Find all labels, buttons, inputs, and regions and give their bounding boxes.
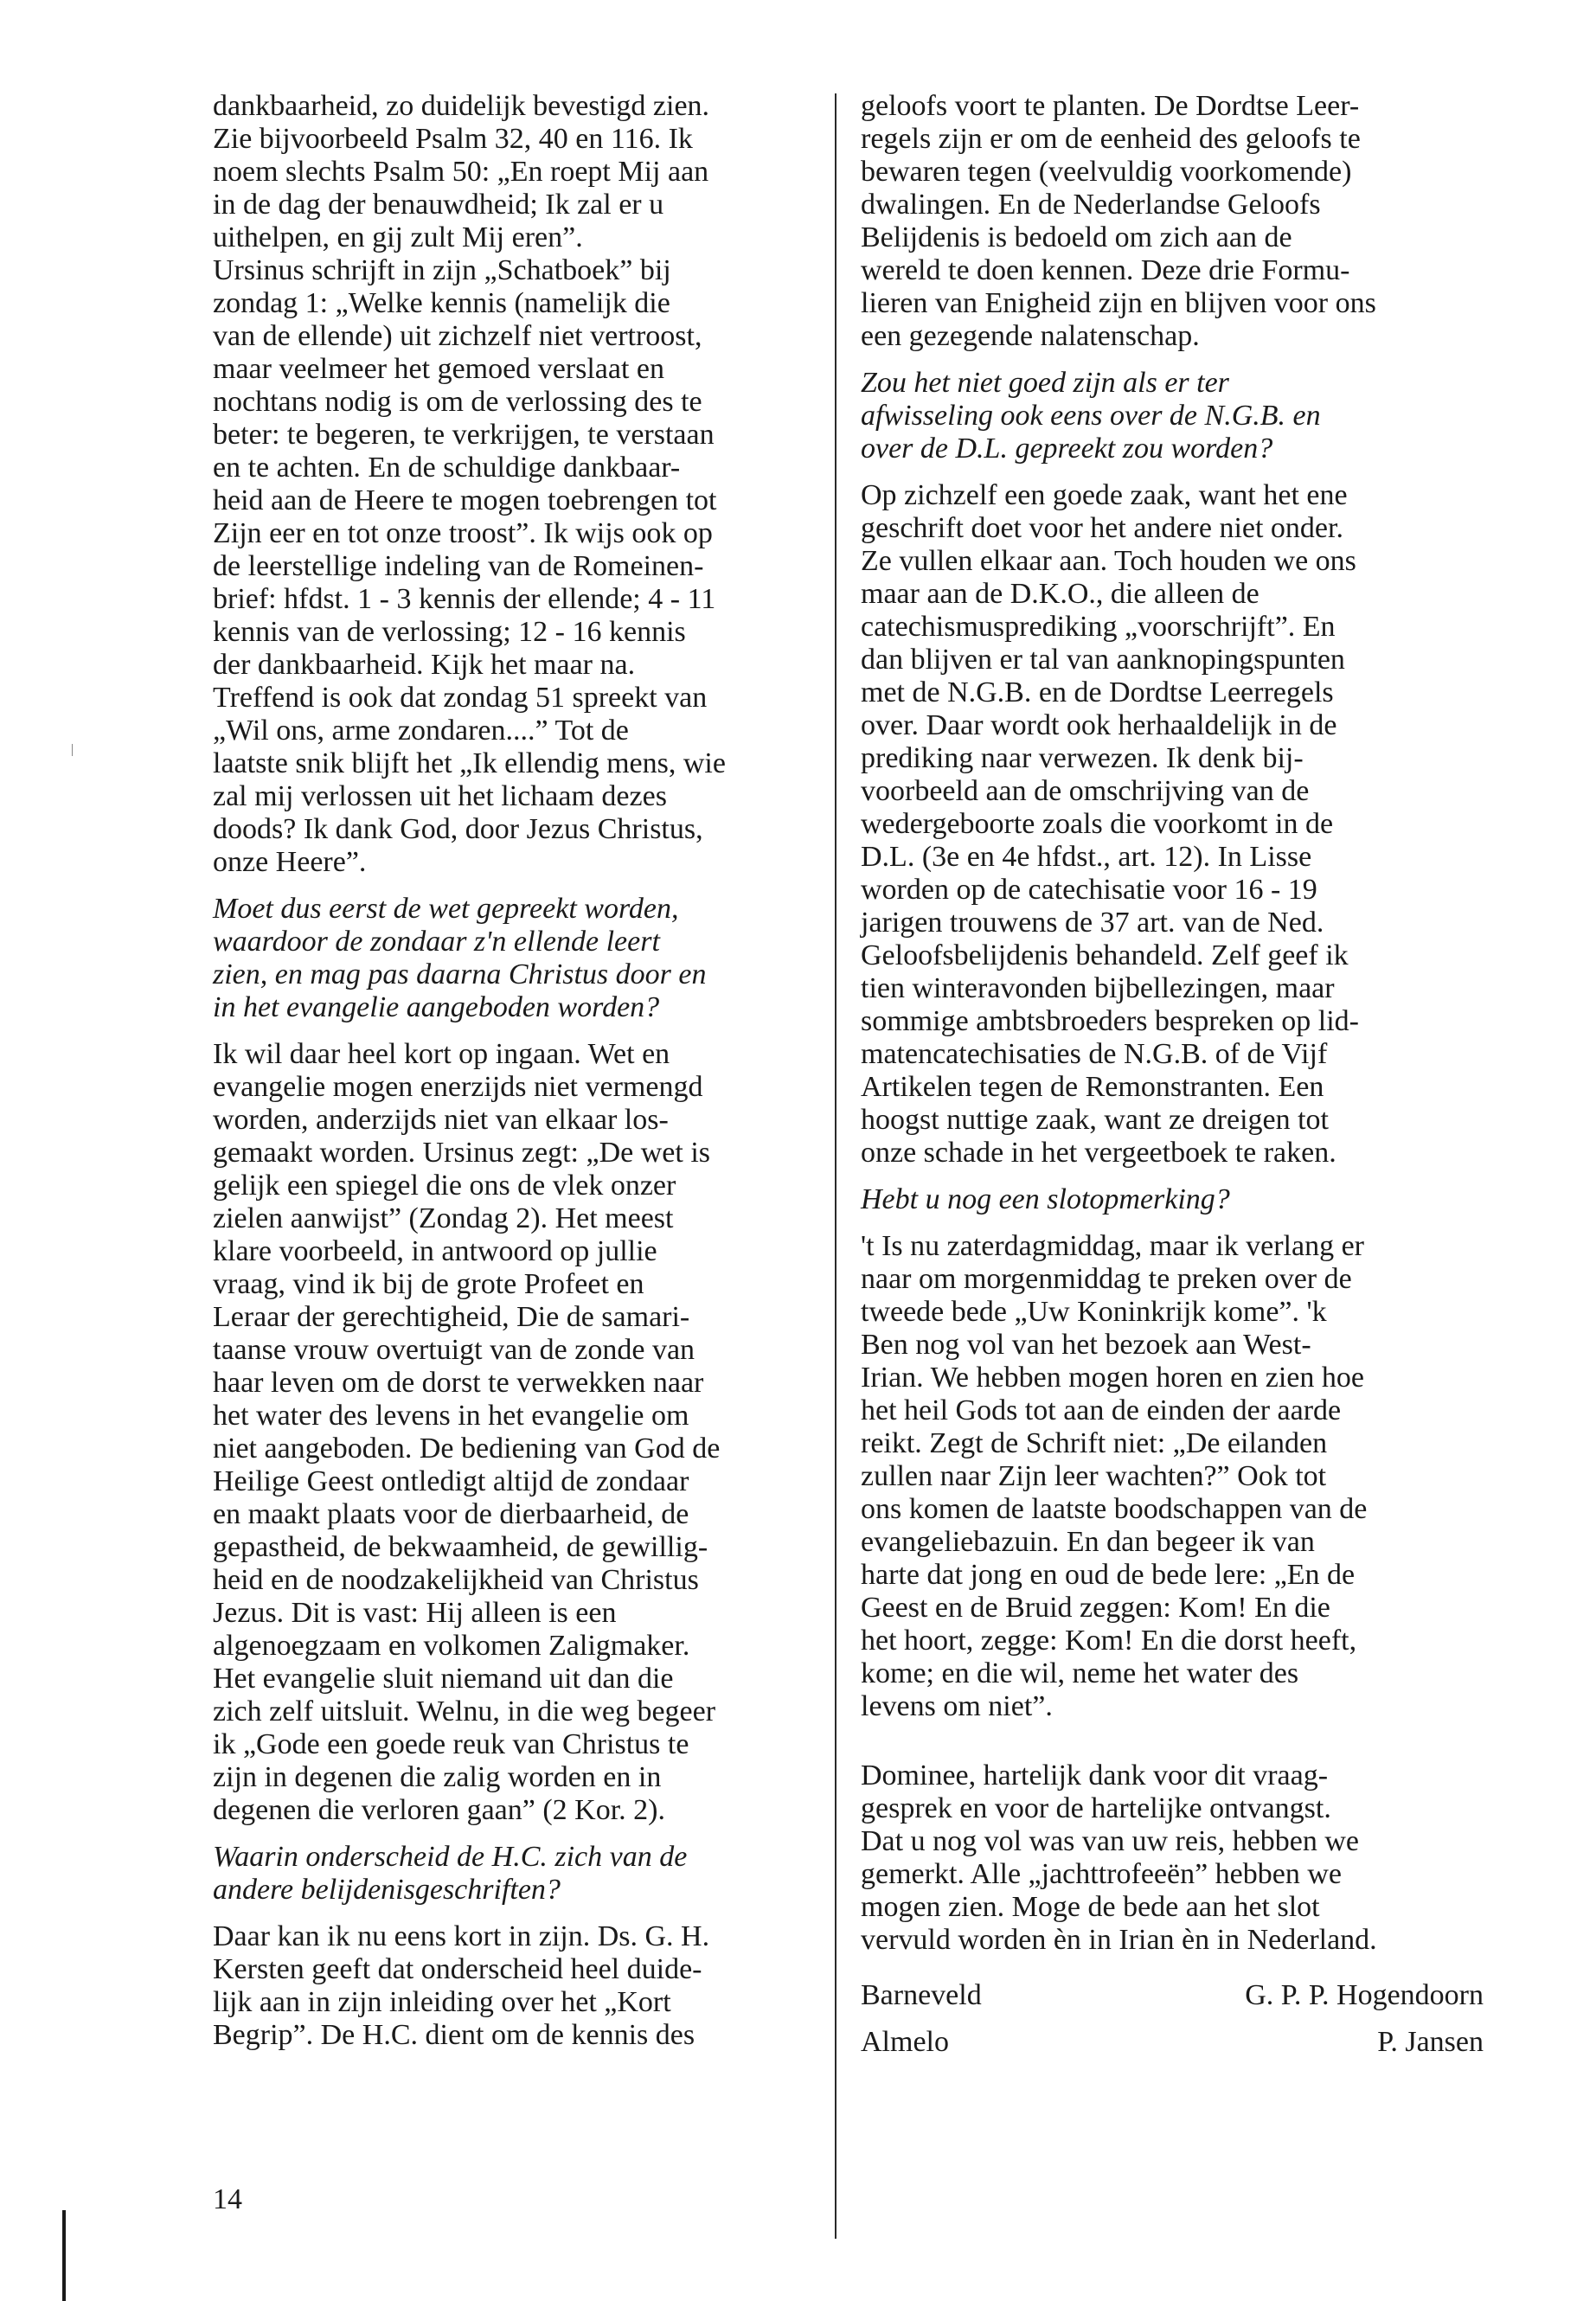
text-line: afwisseling ook eens over de N.G.B. en — [861, 400, 1321, 432]
text-line: gesprek en voor de hartelijke ontvangst. — [861, 1792, 1331, 1824]
text-line: Moet dus eerst de wet gepreekt worden, — [213, 893, 679, 925]
answer-paragraph — [861, 1230, 1484, 1723]
text-line: Zou het niet goed zijn als er ter — [861, 367, 1229, 399]
scan-edge-mark — [62, 2210, 66, 2301]
text-line: van de ellende) uit zichzelf niet vertroost, — [213, 320, 702, 352]
text-line: mogen zien. Moge de bede aan het slot — [861, 1891, 1320, 1923]
text-line: zondag 1: „Welke kennis (namelijk die — [213, 287, 670, 319]
text-line: gelijk een spiegel die ons de vlek onzer — [213, 1170, 676, 1202]
text-line: Heilige Geest ontledigt altijd de zondaar — [213, 1465, 689, 1497]
text-line: worden op de catechisatie voor 16 - 19 — [861, 874, 1317, 906]
text-line: zullen naar Zijn leer wachten?” Ook tot — [861, 1460, 1327, 1492]
right-column-text — [861, 90, 1484, 1957]
text-line: de leerstellige indeling van de Romeinen- — [213, 550, 704, 582]
text-line: levens om niet”. — [861, 1690, 1053, 1722]
column-divider — [835, 93, 836, 2239]
text-line: Daar kan ik nu eens kort in zijn. Ds. G. H. — [213, 1920, 710, 1952]
text-line: ons komen de laatste boodschappen van de — [861, 1493, 1368, 1525]
text-line: vervuld worden èn in Irian èn in Nederland. — [861, 1924, 1377, 1956]
text-line: D.L. (3e en 4e hfdst., art. 12). In Lisse — [861, 841, 1312, 873]
text-line: gemerkt. Alle „jachttrofeeën” hebben we — [861, 1858, 1343, 1890]
text-line: taanse vrouw overtuigt van de zonde van — [213, 1334, 695, 1366]
text-line: Het evangelie sluit niemand uit dan die — [213, 1663, 674, 1695]
text-line: andere belijdenisgeschriften? — [213, 1874, 561, 1906]
text-line: Irian. We hebben mogen horen en zien hoe — [861, 1362, 1364, 1394]
scan-margin-mark — [72, 744, 73, 756]
text-line: vraag, vind ik bij de grote Profeet en — [213, 1268, 644, 1300]
text-line: dan blijven er tal van aanknopingspunten — [861, 644, 1345, 676]
text-line: kennis van de verlossing; 12 - 16 kennis — [213, 616, 686, 648]
text-line: voorbeeld aan de omschrijving van de — [861, 775, 1310, 807]
text-line: tien winteravonden bijbellezingen, maar — [861, 972, 1335, 1004]
text-line: regels zijn er om de eenheid des geloofs te — [861, 123, 1361, 155]
text-line: nochtans nodig is om de verlossing des te — [213, 386, 702, 418]
text-line: zielen aanwijst” (Zondag 2). Het meest — [213, 1202, 674, 1234]
text-line: Belijdenis is bedoeld om zich aan de — [861, 221, 1292, 253]
text-line: Zie bijvoorbeeld Psalm 32, 40 en 116. Ik — [213, 123, 693, 155]
text-line: over de D.L. gepreekt zou worden? — [861, 433, 1273, 465]
signature-name: P. Jansen — [1377, 2026, 1484, 2058]
text-line: Begrip”. De H.C. dient om de kennis des — [213, 2019, 695, 2051]
text-line: tweede bede „Uw Koninkrijk kome”. 'k — [861, 1296, 1327, 1328]
answer-paragraph — [213, 90, 831, 879]
signature-place: Almelo — [861, 2026, 949, 2058]
text-line: der dankbaarheid. Kijk het maar na. — [213, 649, 636, 681]
text-line: wereld te doen kennen. Deze drie Formu- — [861, 254, 1350, 286]
text-line: in het evangelie aangeboden worden? — [213, 991, 660, 1023]
text-line: Geloofsbelijdenis behandeld. Zelf geef ik — [861, 939, 1349, 971]
text-line: prediking naar verwezen. Ik denk bij- — [861, 742, 1304, 774]
text-line: lijk aan in zijn inleiding over het „Kort — [213, 1986, 671, 2018]
text-line: onze schade in het vergeetboek te raken. — [861, 1137, 1336, 1169]
text-line: uithelpen, en gij zult Mij eren”. — [213, 221, 583, 253]
text-line: Treffend is ook dat zondag 51 spreekt van — [213, 682, 708, 714]
text-line: zal mij verlossen uit het lichaam dezes — [213, 780, 667, 812]
text-line: catechismusprediking „voorschrijft”. En — [861, 611, 1336, 643]
text-line: evangeliebazuin. En dan begeer ik van — [861, 1526, 1315, 1558]
text-line: onze Heere”. — [213, 846, 367, 878]
answer-paragraph — [861, 90, 1484, 353]
text-line: laatste snik blijft het „Ik ellendig mens, wie — [213, 747, 726, 779]
text-line: algenoegzaam en volkomen Zaligmaker. — [213, 1630, 690, 1662]
text-line: in de dag der benauwdheid; Ik zal er u — [213, 189, 664, 221]
answer-paragraph — [861, 479, 1484, 1170]
text-line: degenen die verloren gaan” (2 Kor. 2). — [213, 1794, 665, 1826]
text-line: niet aangeboden. De bediening van God de — [213, 1433, 721, 1465]
text-line: bewaren tegen (veelvuldig voorkomende) — [861, 156, 1352, 188]
text-line: noem slechts Psalm 50: „En roept Mij aan — [213, 156, 709, 188]
text-line: geschrift doet voor het andere niet onder. — [861, 512, 1343, 544]
text-line: haar leven om de dorst te verwekken naar — [213, 1367, 704, 1399]
text-line: Ik wil daar heel kort op ingaan. Wet en — [213, 1038, 670, 1070]
text-line: Kersten geeft dat onderscheid heel duide- — [213, 1953, 702, 1985]
text-line: het water des levens in het evangelie om — [213, 1400, 689, 1432]
text-line: heid en de noodzakelijkheid van Christus — [213, 1564, 699, 1596]
text-line: Ben nog vol van het bezoek aan West- — [861, 1329, 1311, 1361]
text-line: sommige ambtsbroeders bespreken op lid- — [861, 1005, 1359, 1037]
text-line: harte dat jong en oud de bede lere: „En de — [861, 1559, 1356, 1591]
text-line: lieren van Enigheid zijn en blijven voor ons — [861, 287, 1376, 319]
page-number: 14 — [213, 2183, 242, 2215]
text-line: gepastheid, de bekwaamheid, de gewillig- — [213, 1531, 708, 1563]
text-line: Dominee, hartelijk dank voor dit vraag- — [861, 1759, 1329, 1791]
text-line: het hoort, zegge: Kom! En die dorst heeft, — [861, 1625, 1357, 1657]
text-line: ik „Gode een goede reuk van Christus te — [213, 1728, 689, 1760]
text-line: kome; en die wil, neme het water des — [861, 1657, 1299, 1689]
text-line: Hebt u nog een slotopmerking? — [861, 1183, 1230, 1215]
text-line: met de N.G.B. en de Dordtse Leerregels — [861, 676, 1334, 708]
text-line: brief: hfdst. 1 - 3 kennis der ellende; 4 - 11 — [213, 583, 716, 615]
text-line: evangelie mogen enerzijds niet vermengd — [213, 1071, 703, 1103]
text-line: waardoor de zondaar z'n ellende leert — [213, 926, 660, 958]
text-line: dankbaarheid, zo duidelijk bevestigd zien. — [213, 90, 710, 122]
text-line: wedergeboorte zoals die voorkomt in de — [861, 808, 1334, 840]
signature-place: Barneveld — [861, 1979, 982, 2011]
text-line: een gezegende nalatenschap. — [861, 320, 1200, 352]
answer-paragraph — [213, 1920, 831, 2052]
closing-paragraph — [861, 1759, 1484, 1957]
text-line: en te achten. En de schuldige dankbaar- — [213, 452, 681, 484]
right-column — [861, 90, 1484, 2059]
text-line: zijn in degenen die zalig worden en in — [213, 1761, 662, 1793]
text-line: zich zelf uitsluit. Welnu, in die weg begeer — [213, 1695, 716, 1727]
interview-question — [861, 1183, 1484, 1216]
text-line: Artikelen tegen de Remonstranten. Een — [861, 1071, 1324, 1103]
text-line: en maakt plaats voor de dierbaarheid, de — [213, 1498, 689, 1530]
signature-row — [861, 1979, 1484, 2012]
text-line: hoogst nuttige zaak, want ze dreigen tot — [861, 1104, 1329, 1136]
text-line: maar veelmeer het gemoed verslaat en — [213, 353, 665, 385]
text-line: zien, en mag pas daarna Christus door en — [213, 958, 707, 990]
text-line: beter: te begeren, te verkrijgen, te verstaan — [213, 419, 715, 451]
text-line: naar om morgenmiddag te preken over de — [861, 1263, 1352, 1295]
text-line: matencatechisaties de N.G.B. of de Vijf — [861, 1038, 1328, 1070]
text-line: Zijn eer en tot onze troost”. Ik wijs ook op — [213, 517, 713, 549]
interview-question — [213, 893, 831, 1024]
text-line: worden, anderzijds niet van elkaar los- — [213, 1104, 669, 1136]
text-line: dwalingen. En de Nederlandse Geloofs — [861, 189, 1321, 221]
text-line: Op zichzelf een goede zaak, want het ene — [861, 479, 1348, 511]
text-line: gemaakt worden. Ursinus zegt: „De wet is — [213, 1137, 710, 1169]
text-line: Dat u nog vol was van uw reis, hebben we — [861, 1825, 1359, 1857]
signature-name: G. P. P. Hogendoorn — [1245, 1979, 1484, 2011]
text-line: „Wil ons, arme zondaren....” Tot de — [213, 715, 629, 747]
left-column — [213, 90, 831, 2052]
text-line: reikt. Zegt de Schrift niet: „De eilanden — [861, 1427, 1328, 1459]
text-line: Waarin onderscheid de H.C. zich van de — [213, 1841, 688, 1873]
text-line: Ursinus schrijft in zijn „Schatboek” bij — [213, 254, 671, 286]
text-line: over. Daar wordt ook herhaaldelijk in de — [861, 709, 1337, 741]
signature-row — [861, 2026, 1484, 2059]
text-line: geloofs voort te planten. De Dordtse Leer- — [861, 90, 1360, 122]
text-line: Geest en de Bruid zeggen: Kom! En die — [861, 1592, 1330, 1624]
text-line: jarigen trouwens de 37 art. van de Ned. — [861, 907, 1324, 939]
interview-question — [213, 1841, 831, 1907]
text-line: het heil Gods tot aan de einden der aarde — [861, 1394, 1342, 1426]
text-line: Ze vullen elkaar aan. Toch houden we ons — [861, 545, 1356, 577]
interview-question — [861, 367, 1484, 465]
text-line: Jezus. Dit is vast: Hij alleen is een — [213, 1597, 617, 1629]
text-line: klare voorbeeld, in antwoord op jullie — [213, 1235, 657, 1267]
text-line: 't Is nu zaterdagmiddag, maar ik verlang er — [861, 1230, 1365, 1262]
text-line: Leraar der gerechtigheid, Die de samari- — [213, 1301, 690, 1333]
text-line: heid aan de Heere te mogen toebrengen tot — [213, 484, 717, 516]
text-line: maar aan de D.K.O., die alleen de — [861, 578, 1259, 610]
answer-paragraph — [213, 1038, 831, 1827]
text-line: doods? Ik dank God, door Jezus Christus, — [213, 813, 703, 845]
